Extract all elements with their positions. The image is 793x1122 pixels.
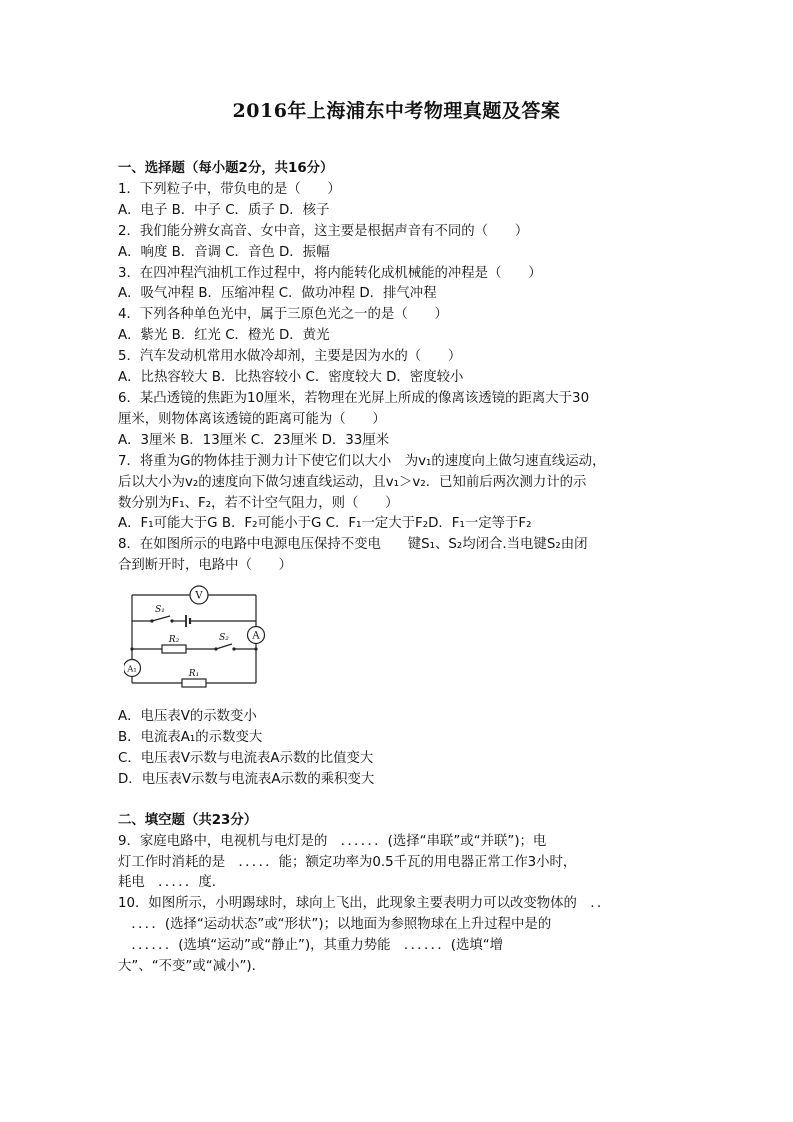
junction-dot bbox=[254, 648, 257, 651]
question-line: ．．．．(选择“运动状态”或“形状”)；以地面为参照物球在上升过程中是的 bbox=[118, 917, 552, 933]
exam-content bbox=[118, 159, 678, 978]
switch1-label: S₁ bbox=[155, 605, 165, 616]
question-line: 9．家庭电路中，电视机与电灯是的 ．．．．．．(选择“串联”或“并联”)；电 bbox=[118, 833, 547, 849]
switch-contact bbox=[150, 620, 153, 623]
question-line: 8．在如图所示的电路中电源电压保持不变电 键S₁、S₂均闭合.当电键S₂由闭 bbox=[118, 537, 588, 553]
question-line: A．F₁可能大于G B．F₂可能小于G C．F₁一定大于F₂D．F₁一定等于F₂ bbox=[118, 516, 532, 532]
question-line: 灯工作时消耗的是 ．．．．．能；额定功率为0.5千瓦的用电器正常工作3小时， bbox=[118, 854, 577, 870]
question-line: ．．．．．．(选填“运动”或“静止”)，其重力势能 ．．．．．．(选填“增 bbox=[118, 938, 504, 954]
circuit-diagram bbox=[124, 583, 274, 703]
question-line: 3．在四冲程汽油机工作过程中，将内能转化成机械能的冲程是（ ） bbox=[118, 265, 542, 281]
question-line: 6．某凸透镜的焦距为10厘米，若物理在光屏上所成的像离该透镜的距离大于30 bbox=[118, 390, 590, 406]
resistor2-label: R₂ bbox=[168, 635, 180, 646]
option-line: C．电压表V示数与电流表A示数的比值变大 bbox=[118, 750, 374, 766]
switch-contact bbox=[170, 620, 173, 623]
question-line: 合到断开时，电路中（ ） bbox=[118, 558, 293, 574]
question-line: 1．下列粒子中，带负电的是（ ） bbox=[118, 181, 341, 197]
option-line: B．电流表A₁的示数变大 bbox=[118, 730, 263, 746]
question-8-options bbox=[118, 707, 678, 791]
choice-questions bbox=[118, 180, 678, 577]
ammeter-label: A bbox=[252, 630, 260, 642]
question-line: 大”、“不变”或“减小”). bbox=[118, 959, 256, 975]
fill-questions bbox=[118, 832, 678, 978]
option-line: D．电压表V示数与电流表A示数的乘积变大 bbox=[118, 771, 375, 787]
question-line: A．电子 B．中子 C．质子 D．核子 bbox=[118, 202, 330, 218]
section-heading-fill: 二、填空题（共23分） bbox=[118, 812, 258, 828]
switch2-label: S₂ bbox=[219, 633, 229, 644]
voltmeter-label: V bbox=[195, 590, 203, 602]
question-line: 后以大小为v₂的速度向下做匀速直线运动，且v₁＞v₂．已知前后两次测力计的示 bbox=[118, 474, 587, 490]
question-line: 5．汽车发动机常用水做冷却剂，主要是因为水的（ ） bbox=[118, 349, 462, 365]
page-title: 2016年上海浦东中考物理真题及答案 bbox=[232, 100, 561, 122]
question-line: A．紫光 B．红光 C．橙光 D．黄光 bbox=[118, 328, 330, 344]
question-line: 7．将重为G的物体挂于测力计下使它们以大小 为v₁的速度向上做匀速直线运动， bbox=[118, 453, 606, 469]
question-line: A．3厘米 B．13厘米 C．23厘米 D．33厘米 bbox=[118, 432, 390, 448]
question-line: 10．如图所示，小明踢球时，球向上飞出，此现象主要表明力可以改变物体的 ．． bbox=[118, 896, 611, 912]
option-line: A．电压表V的示数变小 bbox=[118, 709, 257, 725]
question-line: 2．我们能分辨女高音、女中音，这主要是根据声音有不同的（ ） bbox=[118, 223, 529, 239]
question-line: 4．下列各种单色光中，属于三原色光之一的是（ ） bbox=[118, 307, 448, 323]
junction-dot bbox=[130, 648, 133, 651]
section-heading-choice: 一、选择题（每小题2分，共16分） bbox=[118, 161, 334, 176]
question-line: A．比热容较大 B．比热容较小 C．密度较大 D．密度较小 bbox=[118, 370, 464, 386]
switch-contact bbox=[214, 648, 217, 651]
question-line: 厘米，则物体离该透镜的距离可能为（ ） bbox=[118, 411, 386, 427]
question-line: A．响度 B．音调 C．音色 D．振幅 bbox=[118, 244, 330, 260]
question-line: 数分别为F₁、F₂，若不计空气阻力，则（ ） bbox=[118, 495, 399, 511]
question-line: 耗电 ．．．．．度． bbox=[118, 875, 226, 891]
question-line: A．吸气冲程 B．压缩冲程 C．做功冲程 D．排气冲程 bbox=[118, 286, 437, 302]
switch-contact bbox=[232, 648, 235, 651]
ammeter1-label: A₁ bbox=[127, 664, 137, 675]
resistor1-label: R₁ bbox=[188, 669, 200, 680]
